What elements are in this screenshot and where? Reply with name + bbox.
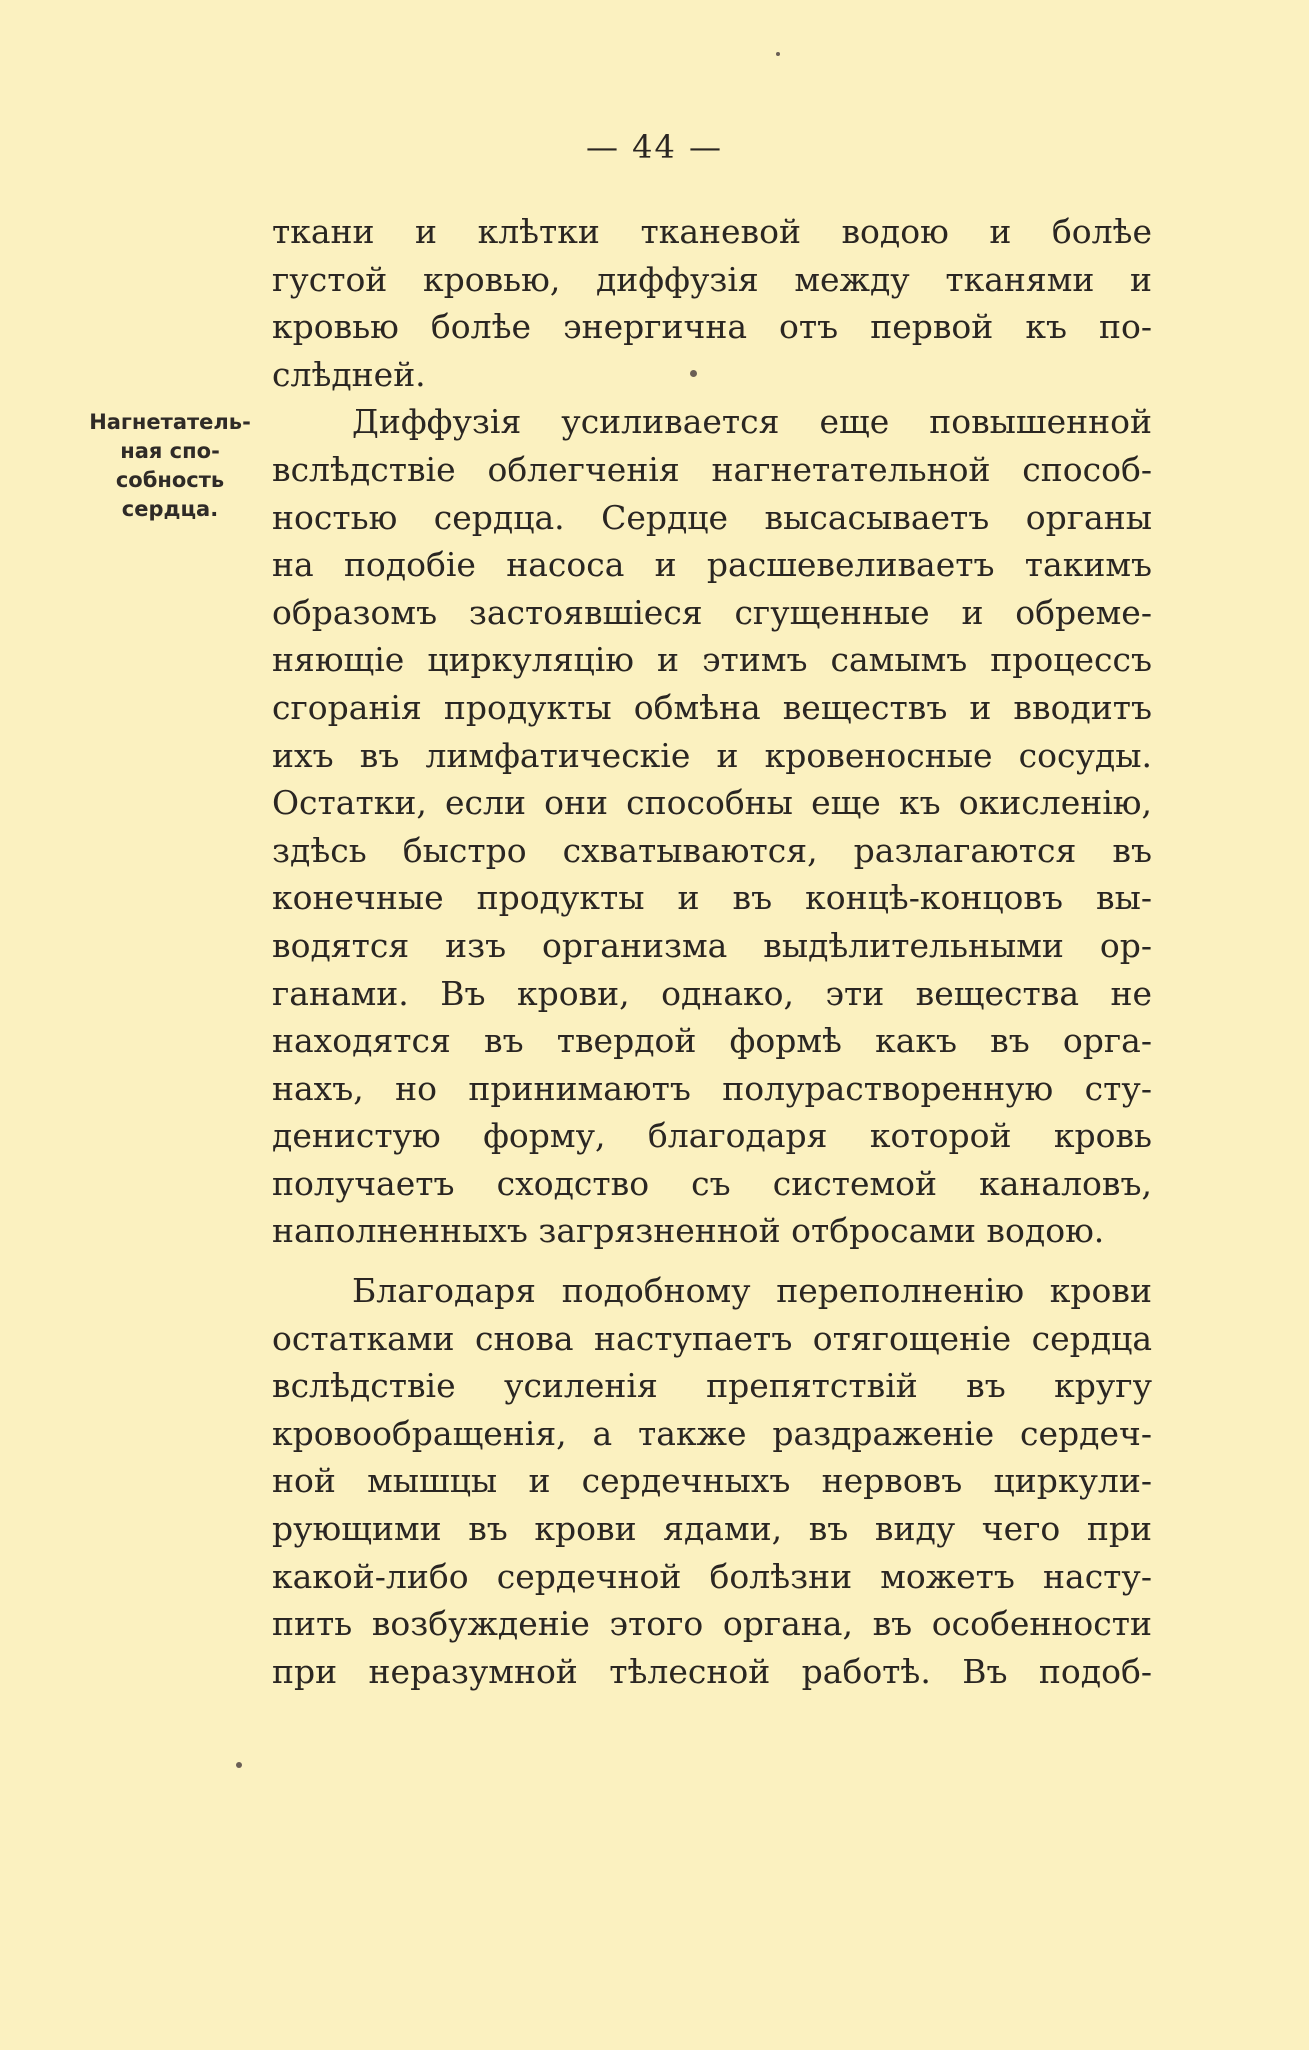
text-line: ностью сердца. Сердце высасываетъ органы <box>272 497 1152 537</box>
text-line: при неразумной тѣлесной работѣ. Въ подоб- <box>272 1651 1152 1691</box>
text-line: остатками снова наступаетъ отягощеніе сердца <box>272 1318 1152 1358</box>
margin-note-line: ная спо- <box>120 439 220 463</box>
text-line: Остатки, если они способны еще къ окисленію, <box>272 783 1152 823</box>
text-line: денистую форму, благодаря которой кровь <box>272 1116 1152 1156</box>
text-line: рующими въ крови ядами, въ виду чего при <box>272 1509 1152 1549</box>
paragraph-1 <box>272 208 1152 398</box>
text-line: ихъ въ лимфатическіе и кровеносные сосуды. <box>272 735 1152 775</box>
scan-speck <box>776 52 780 56</box>
text-line: вслѣдствіе облегченія нагнетательной способ- <box>272 449 1152 489</box>
text-line: сгоранія продукты обмѣна веществъ и вводитъ <box>272 687 1152 727</box>
text-line: какой-либо сердечной болѣзни можетъ насту- <box>272 1556 1152 1596</box>
body-text <box>272 208 1152 1695</box>
text-line: кровью болѣе энергична отъ первой къ по- <box>272 307 1152 347</box>
page-number: — 44 — <box>585 128 724 166</box>
text-line: Благодаря подобному переполненію крови <box>352 1271 1152 1311</box>
scan-speck <box>236 1762 242 1768</box>
text-line: конечные продукты и въ концѣ-концовъ вы- <box>272 878 1152 918</box>
text-line: слѣдней. <box>272 354 426 394</box>
text-line: кровообращенія, а также раздраженіе сердеч- <box>272 1413 1152 1453</box>
text-line: пить возбужденіе этого органа, въ особенности <box>272 1604 1152 1644</box>
text-line: на подобіе насоса и расшевеливаетъ такимъ <box>272 545 1152 585</box>
margin-note-line: Нагнетатель- <box>89 410 251 434</box>
text-line: здѣсь быстро схватываются, разлагаются въ <box>272 830 1152 870</box>
text-line: нахъ, но принимаютъ полурастворенную сту- <box>272 1068 1152 1108</box>
paragraph-3 <box>272 1267 1152 1695</box>
text-line: Диффузія усиливается еще повышенной <box>352 402 1152 442</box>
text-line: ной мышцы и сердечныхъ нервовъ циркули- <box>272 1461 1152 1501</box>
text-line: находятся въ твердой формѣ какъ въ орга- <box>272 1021 1152 1061</box>
text-line: получаетъ сходство съ системой каналовъ, <box>272 1163 1152 1203</box>
scan-speck <box>690 370 697 377</box>
text-line: вслѣдствіе усиленія препятствій въ кругу <box>272 1366 1152 1406</box>
paragraph-2 <box>272 398 1152 1255</box>
text-line: водятся изъ организма выдѣлительными ор- <box>272 925 1152 965</box>
text-line: ганами. Въ крови, однако, эти вещества не <box>272 973 1152 1013</box>
text-line: наполненныхъ загрязненной отбросами водою. <box>272 1211 1105 1251</box>
margin-note-line: сердца. <box>121 497 219 521</box>
text-line: густой кровью, диффузія между тканями и <box>272 259 1152 299</box>
margin-note <box>70 408 270 524</box>
text-line: няющіе циркуляцію и этимъ самымъ процессъ <box>272 640 1152 680</box>
margin-note-line: собность <box>115 468 225 492</box>
text-line: образомъ застоявшіеся сгущенные и обреме- <box>272 592 1152 632</box>
text-line: ткани и клѣтки тканевой водою и болѣе <box>272 212 1152 251</box>
